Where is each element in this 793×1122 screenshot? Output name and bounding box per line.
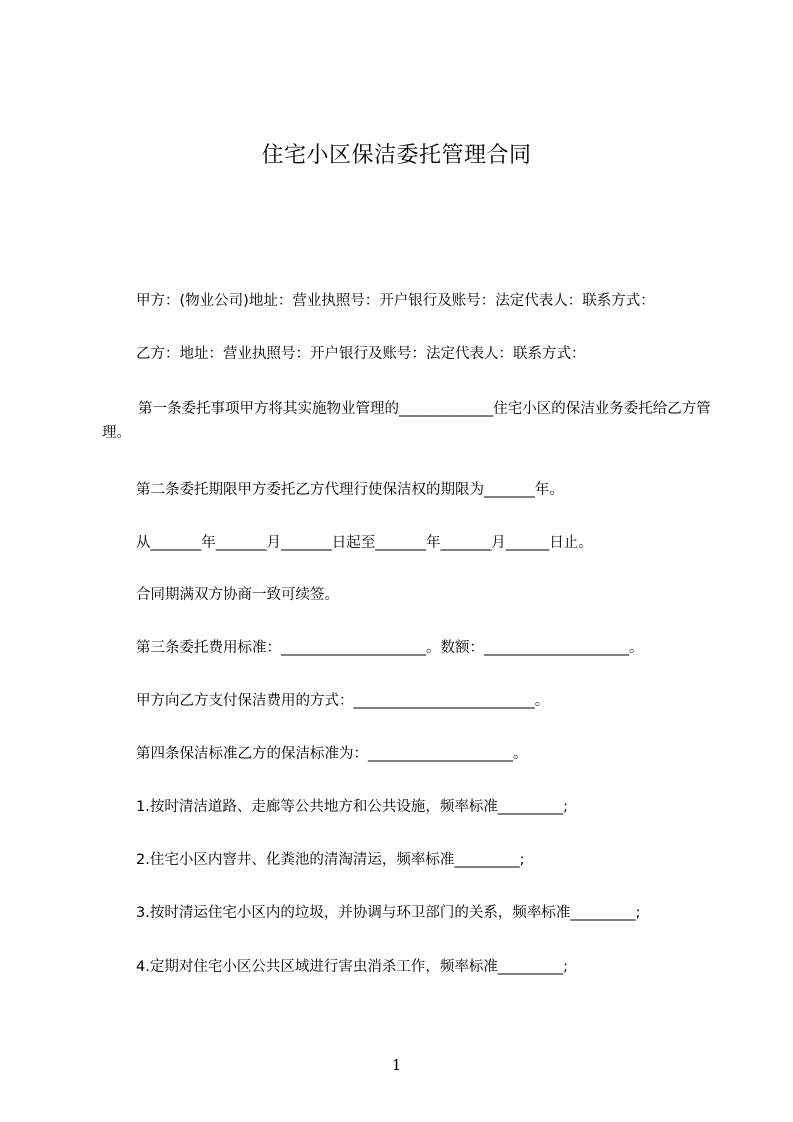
article-3-paragraph: 第三条委托费用标准：____________________。数额：____________________。	[136, 640, 644, 656]
page-title: 住宅小区保洁委托管理合同	[261, 143, 532, 168]
contract-period-paragraph: 从_______年_______月_______日起至_______年_______月______日止。	[136, 535, 593, 551]
article-4-paragraph: 第四条保洁标准乙方的保洁标准为：____________________。	[136, 746, 528, 762]
renewal-paragraph: 合同期满双方协商一致可续签。	[136, 587, 339, 603]
page-number: 1	[391, 1056, 402, 1074]
payment-method-paragraph: 甲方向乙方支付保洁费用的方式：_________________________。	[136, 693, 550, 709]
party-a-paragraph: 甲方：(物业公司)地址：营业执照号：开户银行及账号：法定代表人：联系方式：	[136, 293, 655, 309]
cleaning-standard-item-2: 2.住宅小区内窨井、化粪池的清淘清运，频率标准_________;	[136, 852, 525, 868]
cleaning-standard-item-4: 4.定期对住宅小区公共区域进行害虫消杀工作，频率标准_________;	[136, 959, 568, 975]
cleaning-standard-item-1: 1.按时清洁道路、走廊等公共地方和公共设施，频率标准_________;	[136, 799, 568, 815]
cleaning-standard-item-3: 3.按时清运住宅小区内的垃圾，并协调与环卫部门的关系，频率标准_________;	[136, 905, 641, 921]
article-2-paragraph: 第二条委托期限甲方委托乙方代理行使保洁权的期限为_______年。	[136, 482, 564, 498]
article-1-paragraph: 第一条委托事项甲方将其实施物业管理的_____________住宅小区的保洁业务委托给乙方管理。	[102, 401, 711, 441]
party-b-paragraph: 乙方：地址：营业执照号：开户银行及账号：法定代表人：联系方式：	[136, 346, 586, 362]
